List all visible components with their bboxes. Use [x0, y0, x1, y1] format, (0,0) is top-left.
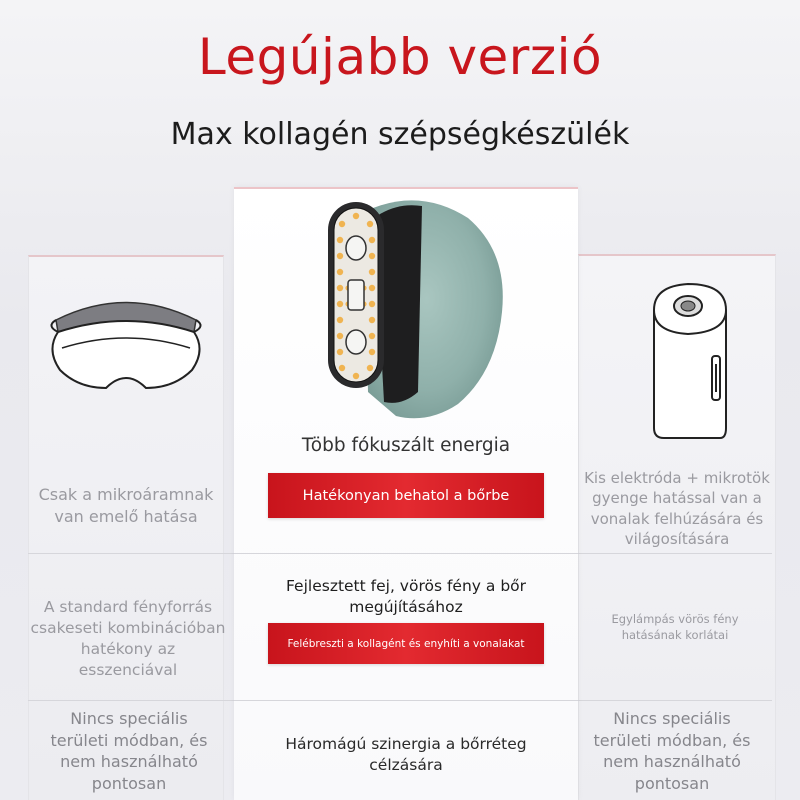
divider: [578, 553, 772, 554]
page-title: Legújabb verzió: [197, 28, 603, 86]
collagen-beauty-device-product: [318, 192, 508, 424]
cylindrical-beauty-device-icon: [640, 278, 740, 448]
penetrates-skin-badge: Hatékonyan behatol a bőrbe: [268, 473, 544, 518]
divider: [234, 700, 578, 701]
collagen-badge: Felébreszti a kollagént és enyhíti a vonalakat: [268, 623, 544, 664]
right-row1-text: Kis elektróda + mikrotök gyenge hatással van a vonalak felhúzására és világosítására: [584, 469, 770, 548]
left-row1-text: Csak a mikroáramnak van emelő hatása: [38, 485, 214, 526]
beauty-device-front-icon: [46, 290, 206, 400]
middle-row1-text: Több fókuszált energia: [301, 435, 511, 456]
middle-row3-text: Háromágú szinergia a bőrréteg célzására: [285, 735, 527, 774]
page-subtitle: Max kollagén szépségkészülék: [170, 117, 630, 152]
divider: [28, 553, 234, 554]
right-row2-text: Egylámpás vörös fény hatásának korlátai: [611, 612, 739, 642]
left-row2-text: A standard fényforrás csakeseti kombinációban hatékony az esszenciával: [30, 598, 226, 679]
left-row3-text: Nincs speciális területi módban, és nem használható pontosan: [50, 709, 208, 793]
divider: [28, 700, 234, 701]
divider: [578, 700, 772, 701]
right-row3-text: Nincs speciális területi módban, és nem használható pontosan: [593, 709, 751, 793]
divider: [234, 553, 578, 554]
middle-row2-text: Fejlesztett fej, vörös fény a bőr megújításához: [285, 577, 527, 616]
